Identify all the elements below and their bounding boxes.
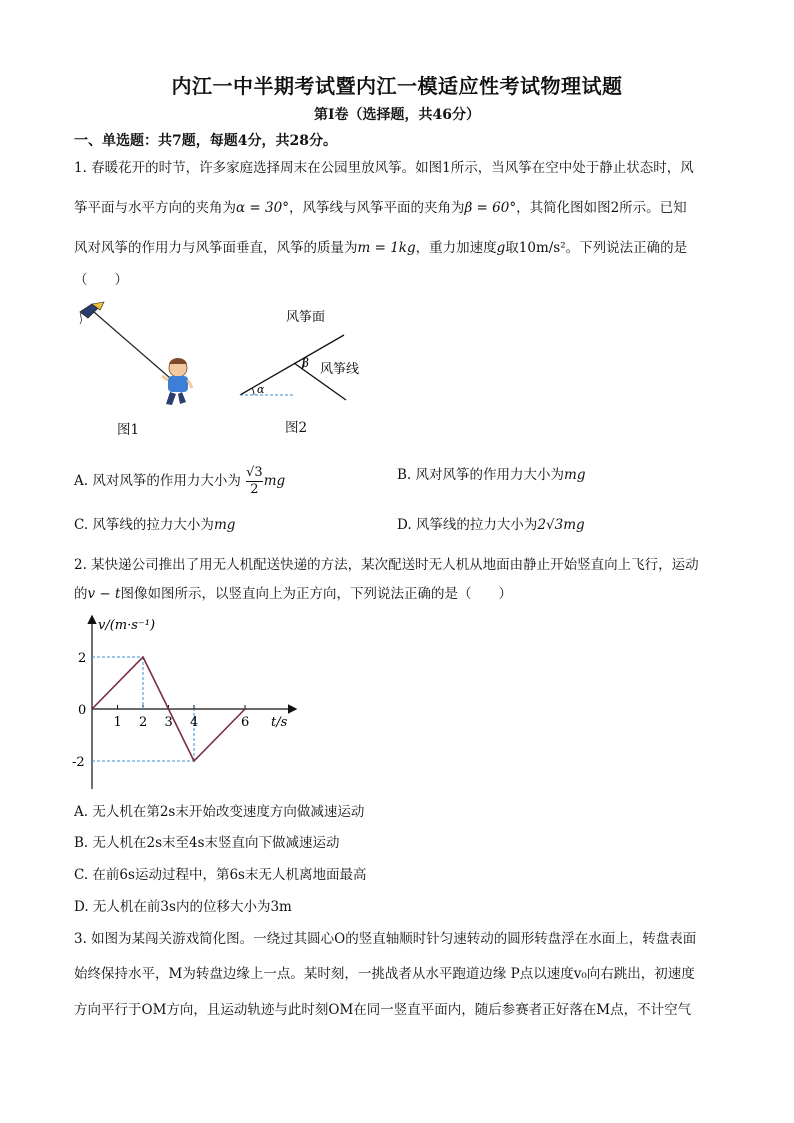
y-tick-label: -2 xyxy=(72,755,85,770)
q1-gval: 10m/s² xyxy=(518,240,566,256)
q1-option-c-mg: mg xyxy=(213,517,236,533)
paper-subtitle: 第Ⅰ卷（选择题，共46分） xyxy=(313,107,481,123)
child-icon xyxy=(162,358,192,405)
q2-option-d: D. 无人机在前3s内的位移大小为3m xyxy=(74,899,292,915)
q1-option-d-text: D. 风筝线的拉力大小为 xyxy=(397,517,538,533)
fig2-label: 图2 xyxy=(285,420,308,436)
page-title: 内江一中半期考试暨内江一模适应性考试物理试题 xyxy=(171,74,623,98)
q1-line2a: 筝平面与水平方向的夹角为 xyxy=(74,200,236,216)
q1-option-b-mg: mg xyxy=(564,467,586,483)
q1-mass: m = 1kg xyxy=(357,240,416,256)
kite-icon xyxy=(80,302,104,324)
q1-line1: 1. 春暖花开的时节，许多家庭选择周末在公园里放风筝。如图1所示，当风筝在空中处于静止状态时，风 xyxy=(74,160,694,176)
q1-option-c xyxy=(74,515,235,535)
y-axis-label: v/(m·s⁻¹) xyxy=(98,618,156,633)
q1-option-b-text: B. 风对风筝的作用力大小为 xyxy=(397,467,565,483)
figure2-diagram xyxy=(232,305,372,410)
label-alpha: α xyxy=(257,383,265,396)
x-tick-label: 3 xyxy=(164,715,173,730)
label-kite-plane: 风筝面 xyxy=(286,310,326,325)
section-heading: 一、单选题：共7题，每题4分，共28分。 xyxy=(74,133,337,149)
q1-line2c: ，其简化图如图2所示。已知 xyxy=(516,200,687,216)
q1-option-c-text: C. 风筝线的拉力大小为 xyxy=(74,517,214,533)
q1-line3d: 。下列说法正确的是 xyxy=(565,240,688,256)
q1-option-a-text: A. 风对风筝的作用力大小为 xyxy=(74,473,241,489)
x-axis-label: t/s xyxy=(271,715,288,730)
q1-line2 xyxy=(74,198,687,218)
q2-option-c: C. 在前6s运动过程中，第6s末无人机离地面最高 xyxy=(74,867,367,883)
q1-option-a-mg: mg xyxy=(263,473,286,489)
figure1-kite xyxy=(70,298,210,416)
q1-g: g xyxy=(496,240,506,256)
y-tick-label: 2 xyxy=(78,651,87,666)
fraction-denominator: 2 xyxy=(250,482,259,497)
q2-option-a: A. 无人机在第2s末开始改变速度方向做减速运动 xyxy=(74,804,365,820)
q2-line1: 2. 某快递公司推出了用无人机配送快递的方法，某次配送时无人机从地面由静止开始竖直向上飞行，运动 xyxy=(74,557,699,573)
q2-line2 xyxy=(74,584,512,604)
vt-chart xyxy=(60,605,310,795)
q1-line3 xyxy=(74,238,687,258)
q2-option-b: B. 无人机在2s末至4s末竖直向下做减速运动 xyxy=(74,835,340,851)
q1-line2b: ，风筝线与风筝平面的夹角为 xyxy=(288,200,465,216)
x-tick-label: 4 xyxy=(190,715,199,730)
q1-line3a: 风对风筝的作用力与风筝面垂直，风筝的质量为 xyxy=(74,240,358,256)
q1-paren: （ ） xyxy=(74,272,128,288)
fig1-label: 图1 xyxy=(117,422,140,438)
q2-vt: v − t xyxy=(87,586,121,602)
q1-alpha: α = 30° xyxy=(236,200,289,216)
kite-string xyxy=(94,312,170,378)
q1-option-b xyxy=(397,465,585,485)
q1-option-d xyxy=(397,515,585,535)
q2-line2a: 的 xyxy=(74,586,88,602)
q3-line2: 始终保持水平，M为转盘边缘上一点。某时刻，一挑战者从水平跑道边缘 P点以速度v₀向右跳出，初速度 xyxy=(74,966,695,982)
q1-option-a-fraction xyxy=(246,465,263,498)
label-kite-string: 风筝线 xyxy=(320,362,360,377)
q1-line3c: 取 xyxy=(505,240,519,256)
x-tick-label: 6 xyxy=(241,715,250,730)
q1-beta: β = 60° xyxy=(464,200,517,216)
label-beta: β xyxy=(302,356,309,370)
q1-line3b: ，重力加速度 xyxy=(415,240,497,256)
q3-line1: 3. 如图为某闯关游戏简化图。一绕过其圆心O的竖直轴顺时针匀速转动的圆形转盘浮在水面上，转盘表面 xyxy=(74,931,697,947)
x-tick-label: 1 xyxy=(113,715,122,730)
x-tick-label: 2 xyxy=(139,715,148,730)
fraction-numerator: √3 xyxy=(246,465,263,480)
q3-line3: 方向平行于OM方向，且运动轨迹与此时刻OM在同一竖直平面内，随后参赛者正好落在M点，不计空气 xyxy=(74,1002,692,1018)
q2-line2b: 图像如图所示，以竖直向上为正方向，下列说法正确的是（ ） xyxy=(120,586,512,602)
q1-option-d-mg: 2√3mg xyxy=(537,517,585,533)
q1-option-a xyxy=(74,465,285,498)
y-tick-label: 0 xyxy=(78,703,87,718)
